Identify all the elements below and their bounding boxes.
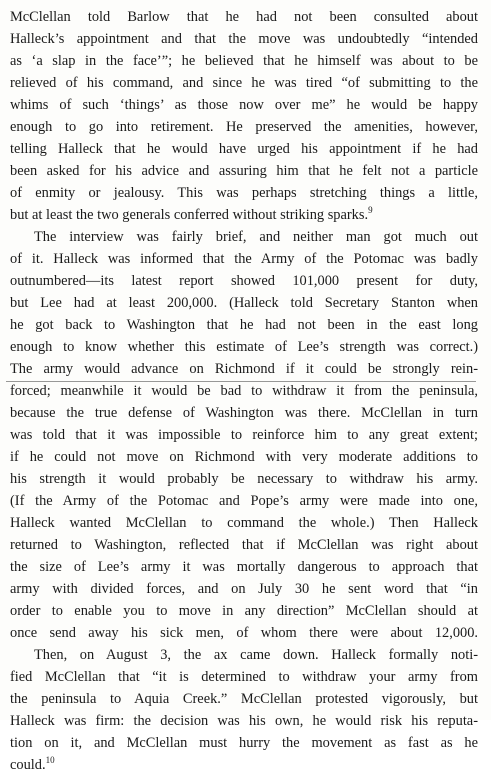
- text-line: was told that it was impossible to reinforce him to any great extent;: [10, 427, 478, 443]
- text-line: but Lee had at least 200,000. (Halleck told Secretary Stanton when: [10, 295, 478, 311]
- paragraph-1: [10, 6, 478, 226]
- text-line: relieved of his command, and since he was tired “of submitting to the: [10, 75, 478, 91]
- text-line: the peninsula to Aquia Creek.” McClellan protested vigorously, but: [10, 691, 478, 707]
- text-line: whims of such ‘things’ as those now over me” he would be happy: [10, 97, 478, 113]
- text-line: order to enable you to move in any direction” McClellan should at: [10, 603, 478, 619]
- text-line: Then, on August 3, the ax came down. Halleck formally noti-: [34, 647, 478, 663]
- text-line: telling Halleck that he would have urged his appointment if he had: [10, 141, 478, 157]
- text-line: (If the Army of the Potomac and Pope’s army were made into one,: [10, 493, 478, 509]
- text-line: been asked for his advice and assuring him that he felt not a particle: [10, 163, 478, 179]
- text-line: of it. Halleck was informed that the Army of the Potomac was badly: [10, 251, 478, 267]
- text-line: his strength it would probably be necessary to withdraw his army.: [10, 471, 478, 487]
- page-crease-line: [6, 381, 476, 382]
- text-line: he got back to Washington that he had not been in the east long: [10, 317, 478, 333]
- text-line: Halleck’s appointment and that the move was undoubtedly “intended: [10, 31, 478, 47]
- text-line: Halleck was firm: the decision was his own, he would risk his reputa-: [10, 713, 478, 729]
- text-line: The army would advance on Richmond if it could be strongly rein-: [10, 361, 478, 377]
- text-line: enough to go into retirement. He preserved the amenities, however,: [10, 119, 478, 135]
- text-line-content: but at least the two generals conferred without striking sparks.: [10, 207, 369, 223]
- text-line: if he could not move on Richmond with very moderate additions to: [10, 449, 478, 465]
- footnote-marker: 10: [45, 755, 55, 766]
- text-line: [10, 204, 478, 226]
- text-line: [10, 754, 478, 776]
- body-text: [10, 6, 478, 776]
- text-line: enough to know whether this estimate of Lee’s strength was correct.): [10, 339, 478, 355]
- paragraph-3: [10, 644, 478, 776]
- text-line: Halleck wanted McClellan to command the whole.) Then Halleck: [10, 515, 478, 531]
- text-line: because the true defense of Washington was there. McClellan in turn: [10, 405, 478, 421]
- text-line: of enmity or jealousy. This was perhaps stretching things a little,: [10, 185, 478, 201]
- text-line: the size of Lee’s army it was mortally dangerous to approach that: [10, 559, 478, 575]
- text-line: returned to Washington, reflected that if McClellan was right about: [10, 537, 478, 553]
- text-line-content: could.: [10, 757, 46, 773]
- text-line: fied McClellan that “it is determined to withdraw your army from: [10, 669, 478, 685]
- text-line: army with divided forces, and on July 30 he sent word that “in: [10, 581, 478, 597]
- text-line: McClellan told Barlow that he had not been consulted about: [10, 9, 478, 25]
- footnote-marker: 9: [368, 205, 373, 216]
- text-line: once send away his sick men, of whom there were about 12,000.: [10, 625, 478, 641]
- text-line: forced; meanwhile it would be bad to withdraw it from the peninsula,: [10, 383, 478, 399]
- paragraph-2: [10, 226, 478, 644]
- text-line: as ‘a slap in the face’”; he believed that he himself was about to be: [10, 53, 478, 69]
- text-line: tion on it, and McClellan must hurry the movement as fast as he: [10, 735, 478, 751]
- text-line: outnumbered—its latest report showed 101,000 present for duty,: [10, 273, 478, 289]
- text-line: The interview was fairly brief, and neither man got much out: [34, 229, 478, 245]
